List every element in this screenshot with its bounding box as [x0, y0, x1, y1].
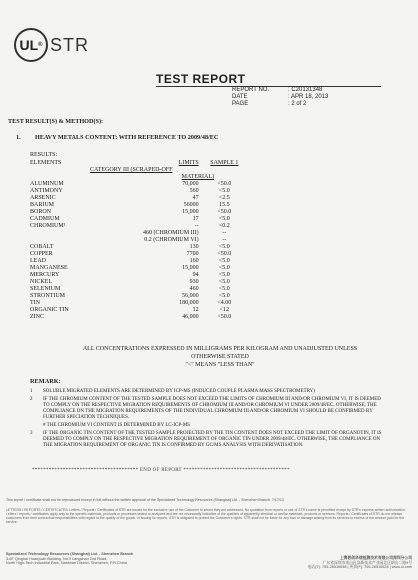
limit-cell: 56,000 — [182, 293, 199, 299]
limit-cell: 56000 — [183, 202, 199, 208]
note-line: ALL CONCENTRATIONS EXPRESSED IN MILLIGRAMS PER KILOGRAM AND UNADJUSTED UNLESS — [82, 346, 358, 352]
element-cell: ORGANIC TIN — [30, 307, 69, 313]
limit-cell: 17 — [192, 216, 199, 222]
table-row — [30, 188, 250, 195]
col-sample: SAMPLE 1 — [210, 160, 239, 166]
footer-address-right: 上海思创华信检测技术有限公司深圳分公司 广东省深圳市南山区高新技术产业园北区朗山二路9号 电话(T): 755-26516658 | 传真(F): 755-26516528 | www.ul.com — [307, 556, 412, 570]
limit-cell: 12 — [192, 307, 199, 313]
footer-disclaimer: This report / certificate shall not be reproduced except in full without the written approval of the Specialized Technology Resources (Shanghai) Ltd. - Shenzhen Branch. 7/17/13 — [6, 498, 284, 502]
limits-sub2: MATERIAL) — [181, 174, 214, 180]
table-row — [30, 202, 250, 209]
table-row — [30, 258, 250, 265]
limit-cell: 94 — [192, 272, 199, 278]
table-row — [30, 307, 250, 314]
meta-value: : C20131348 — [288, 87, 323, 93]
table-row — [30, 209, 250, 216]
sample-cell: <12 — [219, 307, 230, 313]
sample-cell: -- — [222, 237, 227, 243]
sample-cell: -- — [222, 230, 227, 236]
element-cell: MERCURY — [30, 272, 60, 278]
sample-cell: <5.0 — [218, 188, 230, 194]
remark-item: # THE CHROMIUM VI CONTENT IS DETERMINED BY LC-ICP-MS — [43, 423, 191, 428]
table-row — [30, 286, 250, 293]
element-cell: BORON — [30, 209, 52, 215]
element-cell: LEAD — [30, 258, 46, 264]
limit-cell: 15,000 — [182, 265, 199, 271]
sample-cell: <2.5 — [218, 195, 230, 201]
remark-item: 3 IF THE ORGANIC TIN CONTENT OF THE TESTED SAMPLE PROJECTED BY THE TIN CONTENT DOES NOT EXCEED THE LIMIT OF ORGANOTIN, IT IS DEEMED TO COMPLY ON THE RESPECTIVE MIGRATION REQUIREMENT OF ORGANIC TIN UNDER 2009/48/EC. OTHERWISE, THE COMPLIANCE ON THE MIGRATION REQUIREMENT OF ORGANIC TIN IS CONFIRMED BY GC/MS ANALYSIS WITH DERIVATISATION. — [30, 431, 382, 448]
element-cell — [30, 230, 135, 237]
sample-cell: 15.5 — [219, 202, 230, 208]
ul-logo: UL ® — [14, 28, 48, 62]
sample-cell: <5.0 — [218, 265, 230, 271]
limit-cell: 160 — [189, 258, 199, 264]
element-cell: BARIUM — [30, 202, 55, 208]
element-cell: NICKEL — [30, 279, 52, 285]
table-row — [30, 195, 250, 202]
limits-sub1: CATEGORY III (SCRAPED-OFF — [90, 167, 173, 173]
footer-terms: LETTERS / REPORTS / CERTIFICATES: Letters / Reports / Certificates of STR are issued for the exclusive use of the Customer to whom they are addressed. No quotation from reports or use of STR's name is permitted except by STR's express written authorization. Letters / reports / certificates apply only to the specific materials, products or processes tested or analyzed and are not necessarily indicative of the qualities of apparently identical or similar materials, products or services. Reports / Certificates of STR do not release customers from their contractual responsibilities with regard to the quality of the goods. In issuing its reports, STR is obligated to protect the Customer's rights. STR shall not be liable for any loss or damage arising from its services in excess of the amount paid for the service. — [6, 508, 406, 524]
sample-cell: <5.0 — [218, 258, 230, 264]
table-row — [30, 237, 250, 244]
limit-cell: 460 (CHROMIUM III) — [143, 230, 199, 236]
limit-cell: -- — [194, 223, 199, 229]
element-cell: ANTIMONY — [30, 188, 63, 194]
sample-cell: <5.0 — [218, 279, 230, 285]
concentration-note — [60, 345, 380, 369]
limit-cell: 180,000 — [179, 300, 199, 306]
table-row — [30, 244, 250, 251]
element-cell: STRONTIUM — [30, 293, 66, 299]
limit-cell: 15,000 — [182, 209, 199, 215]
sample-cell: <4.00 — [217, 300, 232, 306]
col-limits: LIMITS — [178, 160, 199, 166]
element-cell: ARSENIC — [30, 195, 56, 201]
note-line: "<" MEANS "LESS THAN" — [185, 362, 255, 368]
table-row — [30, 265, 250, 272]
report-meta — [232, 87, 328, 108]
table-row — [30, 300, 250, 307]
remark-item: 1 SOLUBLE MIGRATED ELEMENTS ARE DETERMINED BY ICP-MS (INDUCED COUPLE PLASMA MASS SPECTROMETRY) — [30, 389, 315, 394]
sample-cell: <50.0 — [217, 209, 232, 215]
remark-heading: REMARK: — [30, 378, 61, 385]
sample-cell: <5.0 — [218, 272, 230, 278]
sample-cell: <5.0 — [218, 293, 230, 299]
item-number: 1. — [16, 134, 21, 141]
element-cell: ZINC — [30, 314, 44, 320]
meta-label: DATE — [232, 94, 248, 100]
report-title: TEST REPORT — [156, 72, 246, 86]
meta-label: REPORT NO. — [232, 87, 270, 93]
element-cell: CHROMIUM¹ — [30, 223, 66, 229]
element-cell: ALUMINUM — [30, 181, 64, 187]
note-line: OTHERWISE STATED — [191, 354, 249, 360]
element-cell: SELENIUM — [30, 286, 61, 292]
limit-cell: 47 — [192, 195, 199, 201]
limit-cell: 130 — [189, 244, 199, 250]
item-title: HEAVY METALS CONTENT: WITH REFERENCE TO 2009/48/EC — [35, 134, 219, 141]
limit-cell: 7700 — [186, 251, 199, 257]
sample-cell: <0.2 — [218, 223, 230, 229]
meta-label: PAGE — [232, 101, 249, 107]
table-row — [30, 293, 250, 300]
section-heading: TEST RESULT(S) & METHOD(S): — [8, 118, 104, 125]
sample-cell: <5.0 — [218, 244, 230, 250]
sample-cell: <50.0 — [217, 181, 232, 187]
limit-cell: 460 — [189, 286, 199, 292]
limit-cell: 70,000 — [182, 181, 199, 187]
table-row — [30, 279, 250, 286]
sample-cell: <50.0 — [217, 251, 232, 257]
element-cell: COBALT — [30, 244, 54, 250]
remark-item: 2 IF THE CHROMIUM CONTENT OF THE TESTED SAMPLE DOES NOT EXCEED THE LIMITS OF CHROMIUM III AND/OR CHROMIUM VI, IT IS DEEMED TO COMPLY ON THE RESPECTIVE MIGRATION REQUIREMENTS OF CHROMIUM III AND/OR CHROMIUM VI UNDER 2009/48/EC. OTHERWISE, THE COMPLIANCE ON THE MIGRATION REQUIREMENTS OF THE INDIVIDUAL CHROMIUM III AND/OR CHROMIUM VI SHOULD BE CONFIRMED BY FURTHER SPECIATION TECHNIQUES. — [30, 397, 381, 420]
sample-cell: <50.0 — [217, 314, 232, 320]
brand-name: STR — [50, 35, 89, 55]
limit-cell: 930 — [189, 279, 199, 285]
element-cell: CADMIUM — [30, 216, 60, 222]
table-row — [30, 230, 250, 237]
element-cell — [30, 237, 135, 244]
table-body — [30, 181, 250, 321]
meta-value: : APR 18, 2013 — [288, 94, 329, 100]
meta-value: : 2 of 2 — [288, 101, 307, 107]
limit-cell: 0.2 (CHROMIUM VI) — [144, 237, 199, 243]
table-row — [30, 216, 250, 223]
results-label: RESULTS: — [30, 152, 58, 158]
element-cell: TIN — [30, 300, 40, 306]
table-row — [30, 272, 250, 279]
sample-cell: <5.0 — [218, 216, 230, 222]
remark-list — [30, 389, 390, 451]
table-row — [30, 181, 250, 188]
results-table — [30, 160, 250, 321]
end-of-report: ************************************** END OF REPORT ************************************** — [32, 468, 290, 473]
table-row — [30, 314, 250, 321]
element-cell: COPPER — [30, 251, 53, 257]
table-row — [30, 223, 250, 230]
sample-cell: <5.0 — [218, 286, 230, 292]
table-row — [30, 251, 250, 258]
element-cell: MANGANESE — [30, 265, 68, 271]
limit-cell: 560 — [189, 188, 199, 194]
footer-address-left: Specialized Technology Resources (Shanghai) Ltd. - Shenzhen Branch 3-6F Qinghai Huanyuan Building, No.9 Langshan 2nd Road, North High-Tech Industrial Park, Nanshan District, Shenzhen, P.R.China — [6, 552, 134, 566]
limit-cell: 46,000 — [182, 314, 199, 320]
table-header — [30, 160, 250, 167]
col-elements: ELEMENTS — [30, 160, 62, 166]
